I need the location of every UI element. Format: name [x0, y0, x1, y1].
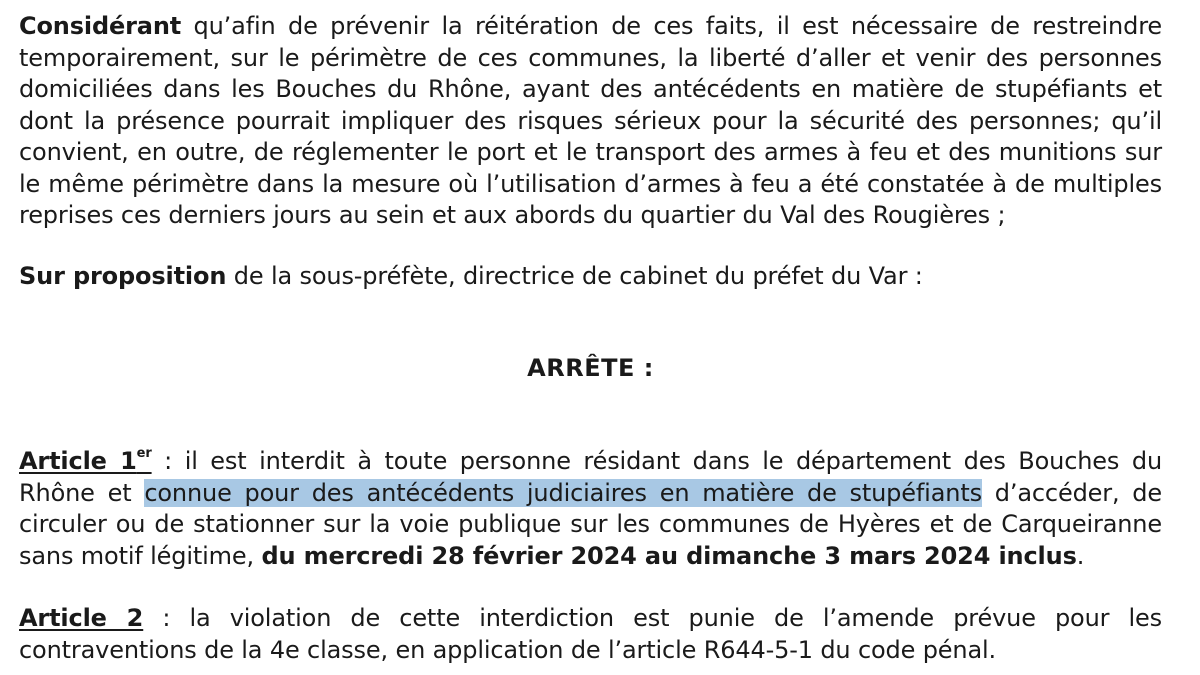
article-1-superscript: er: [136, 446, 152, 461]
proposition-text: de la sous-préfète, directrice de cabinet du préfet du Var :: [226, 262, 923, 290]
article-2-text: : la violation de cette interdiction est punie de l’amende prévue pour les contraventions de la 4e classe, en application de l’article R644-5-1 du code pénal.: [19, 604, 1163, 664]
article-2-paragraph: [19, 603, 1162, 666]
proposition-paragraph: [19, 261, 1162, 293]
article-1-label-text: Article 1: [19, 447, 137, 475]
article-1-highlighted-text: connue pour des antécédents judiciaires en matière de stupéfiants: [144, 478, 982, 507]
article-1-dates: du mercredi 28 février 2024 au dimanche 3 mars 2024 inclus: [261, 541, 1077, 570]
article-1-text-before: : il est interdit à toute personne résidant dans le département des Bouches du Rhône et: [19, 447, 1163, 507]
article-1-paragraph: [19, 446, 1162, 572]
article-2-label: Article 2: [19, 604, 144, 632]
article-1-label: [19, 447, 152, 475]
decree-heading: ARRÊTE :: [527, 354, 654, 382]
article-1-end: .: [1076, 541, 1085, 570]
considerant-paragraph: [19, 11, 1162, 232]
proposition-lead: Sur proposition: [19, 262, 227, 290]
article-1-text-after: d’accéder, de circuler ou de stationner sur la voie publique sur les communes de Hyères et de Carqueiranne sans motif légitime,: [19, 478, 1162, 570]
considerant-text: qu’afin de prévenir la réitération de ces faits, il est nécessaire de restreindre temporairement, sur le périmètre de ces communes, la liberté d’aller et venir des personnes domiciliées dans les Bouches du Rhône, ayant des antécédents en matière de stupéfiants et dont la présence pourrait impliquer des risques sérieux pour la sécurité des personnes; qu’il convient, en outre, de réglementer le port et le transport des armes à feu et des munitions sur le même périmètre dans la mesure où l’utilisation d’armes à feu a été constatée à de multiples reprises ces derniers jours au sein et aux abords du quartier du Val des Rougières ;: [19, 12, 1162, 229]
considerant-lead: Considérant: [19, 12, 182, 40]
